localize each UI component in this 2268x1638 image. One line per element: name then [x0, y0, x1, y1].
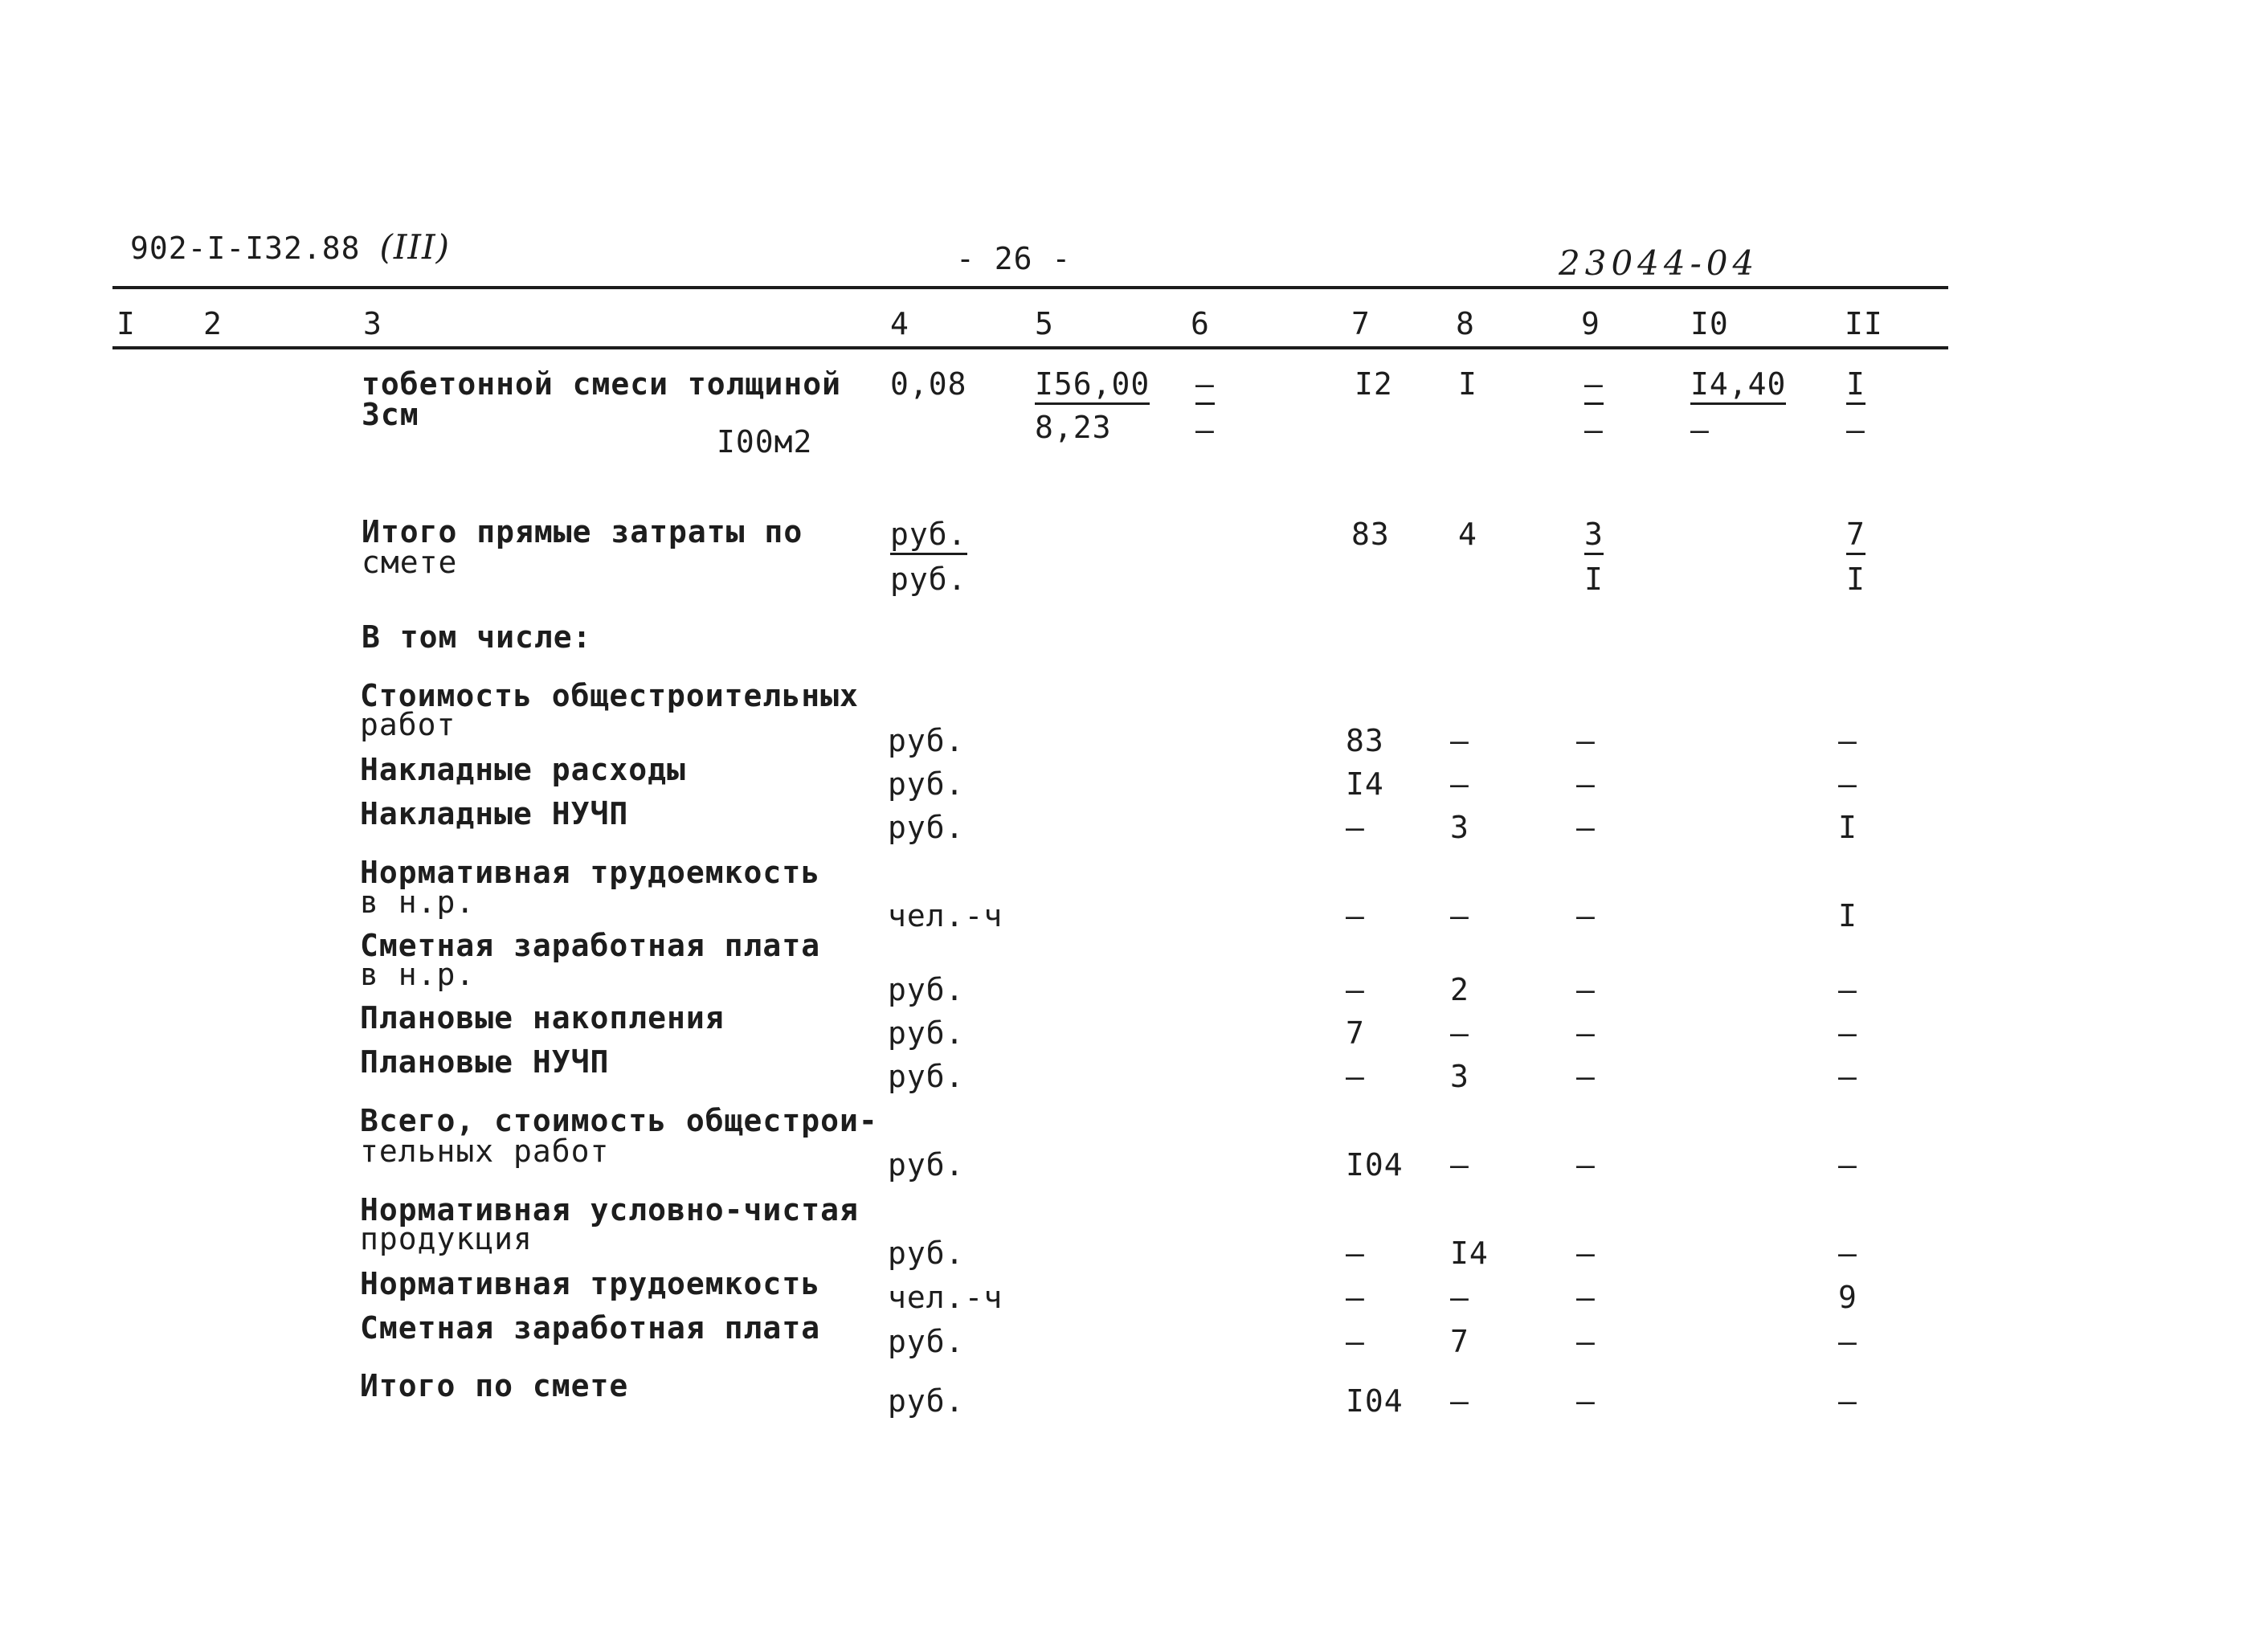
- item-c7: –: [1346, 898, 1365, 933]
- item-c9: –: [1576, 898, 1596, 933]
- item-label-line1: Накладные расходы: [360, 752, 686, 787]
- col-header-3: 3: [363, 306, 382, 341]
- item-unit: руб.: [888, 1059, 965, 1094]
- row1-unit: I00м2: [717, 424, 813, 460]
- col-header-7: 7: [1351, 306, 1371, 341]
- item-label-line1: Нормативная трудоемкость: [360, 855, 821, 890]
- item-c11: –: [1838, 1324, 1857, 1359]
- item-label-line2: работ: [360, 707, 456, 742]
- item-c11: –: [1838, 1059, 1857, 1094]
- direct-costs-label-line2: смете: [362, 545, 458, 580]
- item-c11: –: [1838, 1147, 1857, 1183]
- item-c8: –: [1450, 898, 1469, 933]
- item-c8: –: [1450, 766, 1469, 802]
- item-label-line1: Стоимость общестроительных: [360, 678, 859, 713]
- item-c11: –: [1838, 972, 1857, 1007]
- direct-costs-unit-top: руб.: [890, 517, 967, 555]
- item-c7: –: [1346, 810, 1365, 845]
- item-c11: I: [1838, 810, 1857, 845]
- item-c9: –: [1576, 766, 1596, 802]
- item-unit: руб.: [888, 1015, 965, 1051]
- col-header-9: 9: [1581, 306, 1600, 341]
- item-unit: руб.: [888, 1236, 965, 1271]
- item-c9: –: [1576, 1059, 1596, 1094]
- direct-costs-c11-top: 7: [1846, 517, 1865, 555]
- row1-c8: I: [1458, 366, 1477, 402]
- item-unit: руб.: [888, 1324, 965, 1359]
- item-c7: –: [1346, 972, 1365, 1007]
- item-c9: –: [1576, 972, 1596, 1007]
- direct-costs-unit-bottom: руб.: [890, 562, 967, 597]
- item-unit: руб.: [888, 766, 965, 802]
- item-c9: –: [1576, 1015, 1596, 1051]
- item-unit: руб.: [888, 1383, 965, 1419]
- item-c8: –: [1450, 1280, 1469, 1315]
- item-c7: –: [1346, 1280, 1365, 1315]
- direct-costs-c7: 83: [1351, 517, 1390, 552]
- item-c9: –: [1576, 1324, 1596, 1359]
- item-c7: –: [1346, 1324, 1365, 1359]
- item-c7: –: [1346, 1236, 1365, 1271]
- item-c7: 83: [1346, 723, 1384, 758]
- item-c8: –: [1450, 1383, 1469, 1419]
- document-code-text: 902-I-I32.88: [130, 231, 361, 266]
- row1-c11-bottom: –: [1846, 412, 1865, 447]
- col-header-6: 6: [1191, 306, 1210, 341]
- item-unit: чел.-ч: [888, 898, 1003, 933]
- item-c8: 3: [1450, 1059, 1469, 1094]
- row1-c11-top: I: [1846, 366, 1865, 405]
- item-label-line1: Нормативная условно-чистая: [360, 1192, 859, 1227]
- item-c8: 7: [1450, 1324, 1469, 1359]
- item-c11: –: [1838, 1383, 1857, 1419]
- item-c8: 2: [1450, 972, 1469, 1007]
- item-c7: –: [1346, 1059, 1365, 1094]
- item-label-line1: Плановые НУЧП: [360, 1044, 610, 1080]
- row1-c6-bottom: –: [1195, 412, 1215, 447]
- item-c9: –: [1576, 1383, 1596, 1419]
- col-header-10: I0: [1690, 306, 1729, 341]
- col-header-4: 4: [890, 306, 909, 341]
- item-label-line1: Плановые накопления: [360, 1000, 725, 1035]
- document-volume: (III): [379, 227, 450, 267]
- item-c9: –: [1576, 1236, 1596, 1271]
- row1-quantity: 0,08: [890, 366, 967, 402]
- item-label-line2: продукция: [360, 1221, 533, 1256]
- direct-costs-c11-bottom: I: [1846, 562, 1865, 597]
- page-number: - 26 -: [956, 241, 1072, 276]
- row1-c9-bottom: –: [1584, 412, 1604, 447]
- item-c8: –: [1450, 1015, 1469, 1051]
- item-c11: 9: [1838, 1280, 1857, 1315]
- item-label-line2: в н.р.: [360, 957, 476, 992]
- item-label-line1: Сметная заработная плата: [360, 1310, 821, 1346]
- header-rule-top: [112, 286, 1948, 289]
- row1-price-bottom: 8,23: [1035, 410, 1112, 445]
- item-c11: I: [1838, 898, 1857, 933]
- row1-c9-top: –: [1584, 366, 1604, 405]
- direct-costs-c8: 4: [1458, 517, 1477, 552]
- row1-price-top: I56,00: [1035, 366, 1150, 405]
- item-unit: руб.: [888, 1147, 965, 1183]
- item-c7: I4: [1346, 766, 1384, 802]
- item-unit: руб.: [888, 972, 965, 1007]
- item-label-line1: Всего, стоимость общестрои-: [360, 1103, 878, 1138]
- item-c7: I04: [1346, 1383, 1404, 1419]
- direct-costs-c9-top: 3: [1584, 517, 1604, 555]
- item-c9: –: [1576, 1147, 1596, 1183]
- item-c7: I04: [1346, 1147, 1404, 1183]
- direct-costs-label-line1: Итого прямые затраты по: [362, 514, 803, 549]
- item-c11: –: [1838, 766, 1857, 802]
- row1-description-line2: 3см: [362, 397, 419, 432]
- item-label-line2: в н.р.: [360, 884, 476, 920]
- item-unit: руб.: [888, 810, 965, 845]
- row1-c6-top: –: [1195, 366, 1215, 405]
- item-label-line1: Сметная заработная плата: [360, 928, 821, 963]
- item-label-line2: тельных работ: [360, 1134, 610, 1169]
- item-label-line1: Накладные НУЧП: [360, 796, 629, 831]
- item-unit: руб.: [888, 723, 965, 758]
- item-c9: –: [1576, 1280, 1596, 1315]
- direct-costs-c9-bottom: I: [1584, 562, 1604, 597]
- document-code: [130, 227, 450, 267]
- item-label-line1: Итого по смете: [360, 1368, 629, 1403]
- item-c11: –: [1838, 1015, 1857, 1051]
- col-header-1: I: [116, 306, 136, 341]
- header-rule-bottom: [112, 346, 1948, 349]
- col-header-11: II: [1845, 306, 1883, 341]
- item-c9: –: [1576, 810, 1596, 845]
- row1-c10-top: I4,40: [1690, 366, 1786, 405]
- registration-number: 23044-04: [1559, 243, 1759, 283]
- row1-description-line1: тобетонной смеси толщиной: [362, 366, 841, 402]
- row1-c10-bottom: –: [1690, 412, 1710, 447]
- item-c8: –: [1450, 723, 1469, 758]
- including-label: В том числе:: [362, 619, 592, 655]
- item-c11: –: [1838, 1236, 1857, 1271]
- col-header-5: 5: [1035, 306, 1054, 341]
- item-c8: I4: [1450, 1236, 1489, 1271]
- item-label-line1: Нормативная трудоемкость: [360, 1266, 821, 1301]
- item-c8: –: [1450, 1147, 1469, 1183]
- col-header-8: 8: [1456, 306, 1475, 341]
- row1-c7: I2: [1355, 366, 1393, 402]
- item-unit: чел.-ч: [888, 1280, 1003, 1315]
- item-c9: –: [1576, 723, 1596, 758]
- item-c11: –: [1838, 723, 1857, 758]
- item-c8: 3: [1450, 810, 1469, 845]
- col-header-2: 2: [203, 306, 223, 341]
- item-c7: 7: [1346, 1015, 1365, 1051]
